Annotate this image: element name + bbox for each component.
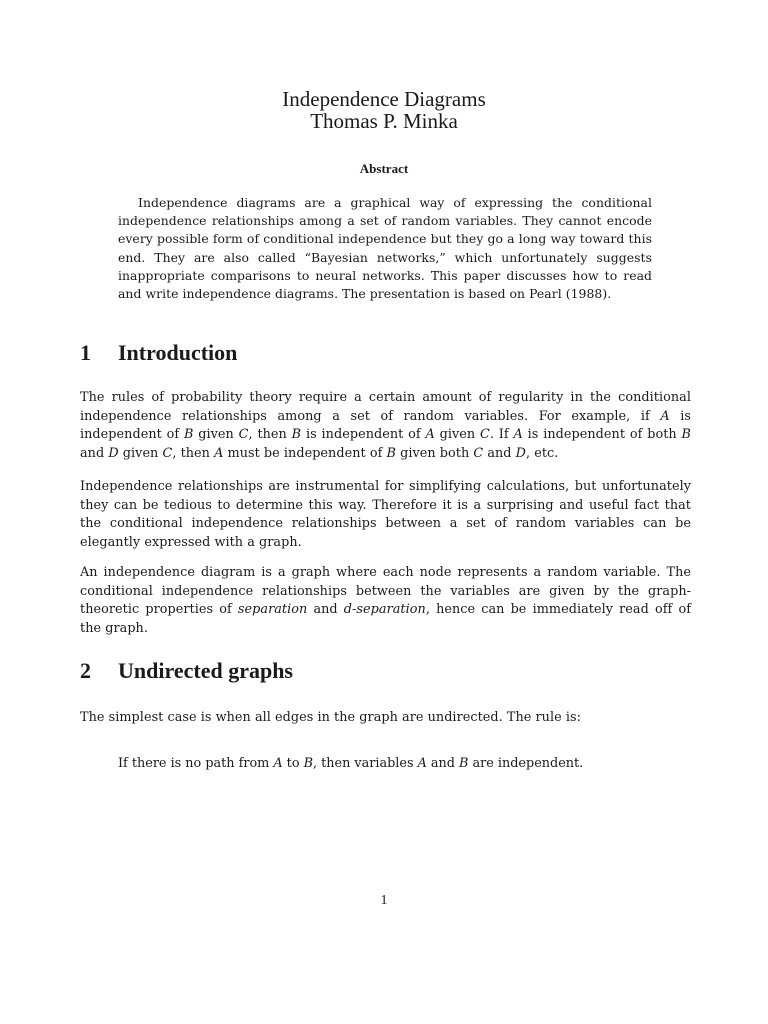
math-var: B	[459, 756, 469, 771]
emphasis-term: separation	[237, 602, 308, 618]
independence-rule	[118, 755, 678, 774]
section-title: Introduction	[118, 340, 238, 365]
text-run: is independent of	[301, 427, 426, 443]
math-var: B	[303, 756, 313, 771]
text-run: , etc.	[525, 445, 559, 461]
title-block	[0, 88, 768, 132]
text-run: and	[483, 445, 516, 461]
math-var: A	[513, 427, 523, 443]
math-var: B	[386, 445, 396, 461]
math-var: A	[273, 756, 283, 771]
paragraph-intro-3	[80, 564, 691, 638]
section-number: 2	[80, 658, 91, 683]
text-run: and	[80, 445, 109, 461]
math-var: B	[291, 427, 302, 443]
text-run: given	[118, 445, 163, 461]
text-run: and	[426, 756, 460, 771]
math-var: D	[515, 445, 526, 461]
text-run: The rules of probability theory require a certain amount of regularity in the conditional independence relationships among a set of random variables. For example, if	[80, 390, 691, 424]
abstract-heading: Abstract	[359, 161, 409, 176]
math-var: B	[183, 427, 194, 443]
text-run: and	[307, 602, 344, 618]
text-run: If there is no path from	[118, 756, 274, 771]
emphasis-term: d-separation	[343, 602, 426, 618]
paper-title: Independence Diagrams	[282, 87, 486, 111]
text-run: to	[282, 756, 304, 771]
text-run: , then variables	[313, 756, 418, 771]
text-run: , then	[248, 427, 292, 443]
section-heading-introduction	[80, 340, 237, 366]
math-var: D	[108, 445, 119, 461]
text-run: given	[434, 427, 481, 443]
text-run: An independence diagram is a graph where each node represents a random variable. The conditional independence relationships between the variables are given by the graph-theoretic properties of	[80, 565, 691, 618]
paragraph-intro-1	[80, 389, 691, 463]
paragraph-intro-2: Independence relationships are instrumental for simplifying calculations, but unfortunately they can be tedious to determine this way. Therefore it is a surprising and useful fact that the conditional independence relationships between a set of random variables can be elegantly expressed with a graph.	[80, 479, 691, 550]
text-run: is independent of both	[522, 427, 682, 443]
section-number: 1	[80, 340, 91, 365]
math-var: C	[162, 445, 173, 461]
text-run: are independent.	[468, 756, 584, 771]
section-title: Undirected graphs	[118, 658, 293, 683]
section-heading-undirected-graphs	[80, 658, 293, 684]
math-var: B	[681, 427, 691, 443]
text-run: . If	[489, 427, 514, 443]
math-var: A	[214, 445, 224, 461]
paper-author: Thomas P. Minka	[310, 109, 458, 133]
text-run: is independent of	[80, 408, 691, 443]
math-var: A	[417, 756, 427, 771]
page-number: 1	[380, 893, 388, 908]
math-var: C	[473, 445, 484, 461]
math-var: A	[660, 408, 670, 424]
text-run: must be independent of	[223, 445, 387, 461]
text-run: , hence can be immediately read off of the graph.	[80, 602, 691, 636]
text-run: given both	[395, 445, 474, 461]
math-var: C	[480, 427, 490, 443]
math-var: C	[238, 427, 249, 443]
math-var: A	[425, 427, 435, 443]
paragraph-undirected-1: The simplest case is when all edges in the graph are undirected. The rule is:	[80, 710, 581, 725]
text-run: given	[193, 427, 239, 443]
text-run: , then	[172, 445, 215, 461]
abstract-text: Independence diagrams are a graphical way of expressing the conditional independence relationships among a set of random variables. They cannot encode every possible form of conditional independence but they go a long way toward this end. They are also called “Bayesian networks,” which unfortunately suggests inappropriate comparisons to neural networks. This paper discusses how to read and write independence diagrams. The presentation is based on Pearl (1988).	[118, 195, 652, 302]
